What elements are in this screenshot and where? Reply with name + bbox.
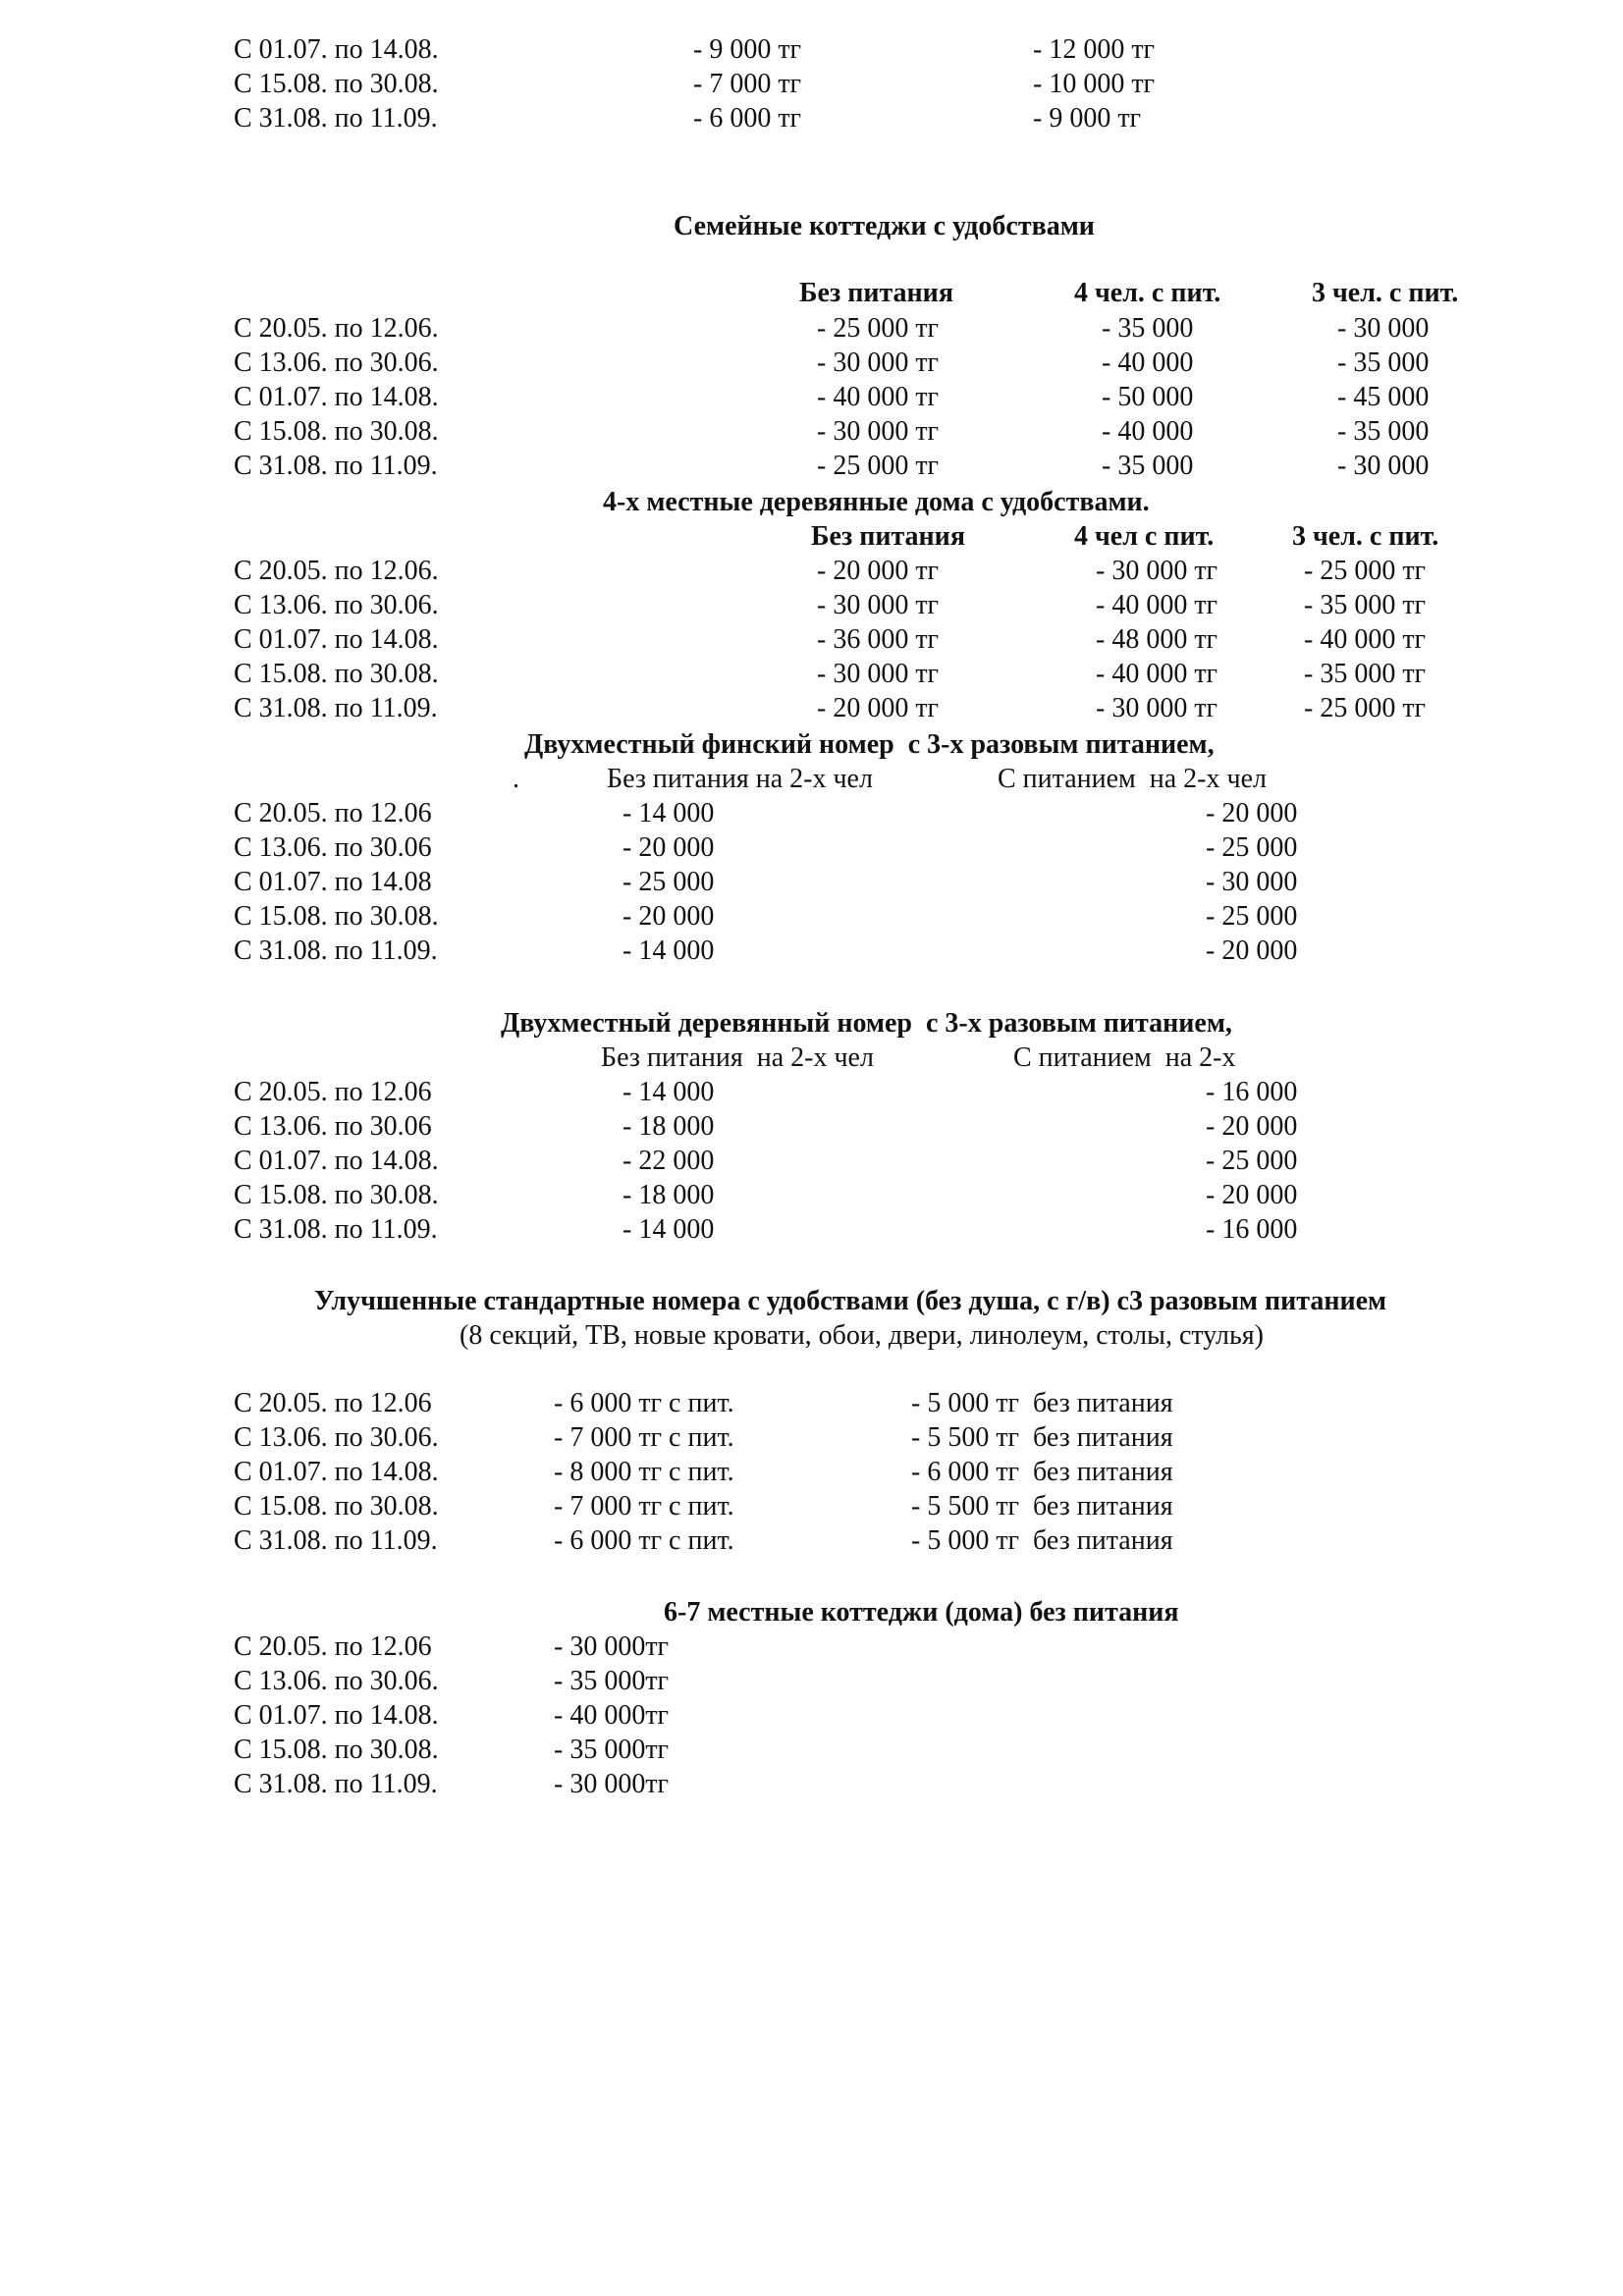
price-cell: - 7 000 тг с пит. — [554, 1422, 734, 1453]
period-cell: С 31.08. по 11.09. — [234, 103, 438, 133]
column-header: 4 чел с пит. — [1074, 521, 1215, 552]
price-cell: - 25 000 — [1206, 901, 1298, 932]
price-cell: - 9 000 тг — [1033, 103, 1142, 133]
price-cell: - 9 000 тг — [693, 34, 802, 65]
price-cell: - 25 000 — [622, 867, 715, 897]
price-cell: - 35 000 тг — [1304, 590, 1427, 620]
price-cell: - 14 000 — [622, 935, 715, 966]
price-cell: - 18 000 — [622, 1111, 715, 1142]
period-cell: С 01.07. по 14.08. — [234, 1146, 439, 1176]
price-cell: - 20 000 тг — [817, 693, 940, 723]
price-cell: - 25 000 тг — [817, 451, 940, 481]
price-cell: - 35 000тг — [554, 1666, 670, 1696]
period-cell: С 13.06. по 30.06 — [234, 832, 432, 863]
price-cell: - 36 000 тг — [817, 624, 940, 655]
period-cell: С 20.05. по 12.06. — [234, 556, 439, 586]
price-cell: - 25 000 тг — [817, 313, 940, 344]
price-cell: - 30 000тг — [554, 1769, 670, 1799]
price-cell: - 40 000 тг — [817, 382, 940, 412]
price-cell: - 30 000 — [1206, 867, 1298, 897]
section-title: 4-х местные деревянные дома с удобствами. — [603, 487, 1150, 517]
price-cell: - 5 000 тг без питания — [911, 1525, 1173, 1556]
period-cell: С 13.06. по 30.06. — [234, 1666, 439, 1696]
price-cell: - 8 000 тг с пит. — [554, 1457, 734, 1487]
price-cell: - 35 000 — [1337, 416, 1430, 447]
price-cell: - 14 000 — [622, 1077, 715, 1107]
price-cell: - 35 000тг — [554, 1735, 670, 1765]
period-cell: С 01.07. по 14.08 — [234, 867, 432, 897]
price-cell: - 30 000 тг — [1096, 556, 1218, 586]
section-title: Двухместный деревянный номер с 3-х разовым питанием, — [501, 1008, 1232, 1039]
price-cell: - 6 000 тг с пит. — [554, 1388, 734, 1418]
price-cell: - 18 000 — [622, 1180, 715, 1210]
column-header: Без питания — [799, 278, 953, 308]
price-cell: - 40 000тг — [554, 1700, 670, 1731]
period-cell: С 15.08. по 30.08. — [234, 1180, 439, 1210]
period-cell: С 31.08. по 11.09. — [234, 1525, 438, 1556]
price-cell: - 30 000 — [1337, 451, 1430, 481]
price-cell: - 25 000 — [1206, 832, 1298, 863]
column-header: Без питания на 2-х чел — [601, 1042, 874, 1073]
price-cell: - 48 000 тг — [1096, 624, 1218, 655]
price-cell: - 35 000 — [1102, 313, 1194, 344]
period-cell: С 31.08. по 11.09. — [234, 935, 438, 966]
period-cell: С 15.08. по 30.08. — [234, 416, 439, 447]
period-cell: С 01.07. по 14.08. — [234, 382, 439, 412]
price-cell: - 14 000 — [622, 798, 715, 828]
period-cell: С 20.05. по 12.06 — [234, 1388, 432, 1418]
period-cell: С 15.08. по 30.08. — [234, 901, 439, 932]
price-cell: - 16 000 — [1206, 1077, 1298, 1107]
column-header: 3 чел. с пит. — [1292, 521, 1439, 552]
price-cell: - 20 000 — [1206, 1180, 1298, 1210]
price-cell: - 22 000 — [622, 1146, 715, 1176]
price-cell: - 20 000 тг — [817, 556, 940, 586]
price-cell: - 40 000 тг — [1096, 590, 1218, 620]
price-cell: - 50 000 — [1102, 382, 1194, 412]
period-cell: С 15.08. по 30.08. — [234, 69, 439, 99]
period-cell: С 31.08. по 11.09. — [234, 1214, 438, 1245]
column-header: С питанием на 2-х — [1013, 1042, 1236, 1073]
price-cell: - 40 000 тг — [1304, 624, 1427, 655]
price-cell: - 20 000 — [1206, 935, 1298, 966]
price-cell: - 40 000 — [1102, 347, 1194, 378]
period-cell: С 01.07. по 14.08. — [234, 624, 439, 655]
period-cell: С 01.07. по 14.08. — [234, 34, 439, 65]
price-cell: - 25 000 тг — [1304, 693, 1427, 723]
price-cell: - 30 000 — [1337, 313, 1430, 344]
price-cell: - 30 000 тг — [817, 416, 940, 447]
price-cell: - 5 000 тг без питания — [911, 1388, 1173, 1418]
period-cell: С 15.08. по 30.08. — [234, 1491, 439, 1522]
price-cell: - 12 000 тг — [1033, 34, 1156, 65]
price-cell: - 35 000 — [1102, 451, 1194, 481]
price-cell: - 25 000 — [1206, 1146, 1298, 1176]
period-cell: С 13.06. по 30.06. — [234, 1422, 439, 1453]
column-header: 3 чел. с пит. — [1312, 278, 1459, 308]
price-cell: - 5 500 тг без питания — [911, 1422, 1173, 1453]
period-cell: С 20.05. по 12.06 — [234, 1631, 432, 1662]
period-cell: С 01.07. по 14.08. — [234, 1457, 439, 1487]
price-cell: - 30 000 тг — [817, 590, 940, 620]
period-cell: С 31.08. по 11.09. — [234, 451, 438, 481]
period-cell: С 01.07. по 14.08. — [234, 1700, 439, 1731]
price-cell: - 35 000 — [1337, 347, 1430, 378]
price-cell: - 30 000 тг — [817, 659, 940, 689]
section-title: 6-7 местные коттеджи (дома) без питания — [664, 1597, 1179, 1628]
column-header: С питанием на 2-х чел — [998, 764, 1267, 794]
section-title: Улучшенные стандартные номера с удобствами (без душа, с г/в) с3 разовым питанием — [314, 1286, 1387, 1316]
price-cell: - 5 500 тг без питания — [911, 1491, 1173, 1522]
period-cell: С 31.08. по 11.09. — [234, 1769, 438, 1799]
price-cell: - 10 000 тг — [1033, 69, 1156, 99]
price-cell: - 40 000 тг — [1096, 659, 1218, 689]
price-cell: - 7 000 тг с пит. — [554, 1491, 734, 1522]
period-cell: С 20.05. по 12.06 — [234, 798, 432, 828]
period-cell: С 15.08. по 30.08. — [234, 1735, 439, 1765]
column-header: Без питания на 2-х чел — [607, 764, 873, 794]
price-cell: - 20 000 — [622, 901, 715, 932]
price-cell: - 6 000 тг без питания — [911, 1457, 1173, 1487]
price-cell: - 20 000 — [1206, 798, 1298, 828]
price-cell: - 30 000тг — [554, 1631, 670, 1662]
period-cell: С 20.05. по 12.06. — [234, 313, 439, 344]
price-cell: - 25 000 тг — [1304, 556, 1427, 586]
price-cell: - 30 000 тг — [817, 347, 940, 378]
period-cell: С 20.05. по 12.06 — [234, 1077, 432, 1107]
price-cell: - 35 000 тг — [1304, 659, 1427, 689]
column-header: Без питания — [811, 521, 965, 552]
price-cell: - 6 000 тг — [693, 103, 802, 133]
period-cell: С 31.08. по 11.09. — [234, 693, 438, 723]
section-title: Семейные коттеджи с удобствами — [674, 211, 1095, 241]
price-cell: - 6 000 тг с пит. — [554, 1525, 734, 1556]
price-cell: - 20 000 — [622, 832, 715, 863]
period-cell: С 13.06. по 30.06. — [234, 347, 439, 378]
period-cell: С 13.06. по 30.06 — [234, 1111, 432, 1142]
header-marker: . — [513, 764, 519, 794]
section-title: Двухместный финский номер с 3-х разовым питанием, — [524, 729, 1215, 760]
price-cell: - 40 000 — [1102, 416, 1194, 447]
price-cell: - 14 000 — [622, 1214, 715, 1245]
price-cell: - 45 000 — [1337, 382, 1430, 412]
period-cell: С 13.06. по 30.06. — [234, 590, 439, 620]
price-cell: - 30 000 тг — [1096, 693, 1218, 723]
price-cell: - 20 000 — [1206, 1111, 1298, 1142]
price-cell: - 16 000 — [1206, 1214, 1298, 1245]
section-subtitle: (8 секций, ТВ, новые кровати, обои, двери, линолеум, столы, стулья) — [460, 1320, 1264, 1351]
column-header: 4 чел. с пит. — [1074, 278, 1221, 308]
price-cell: - 7 000 тг — [693, 69, 802, 99]
period-cell: С 15.08. по 30.08. — [234, 659, 439, 689]
